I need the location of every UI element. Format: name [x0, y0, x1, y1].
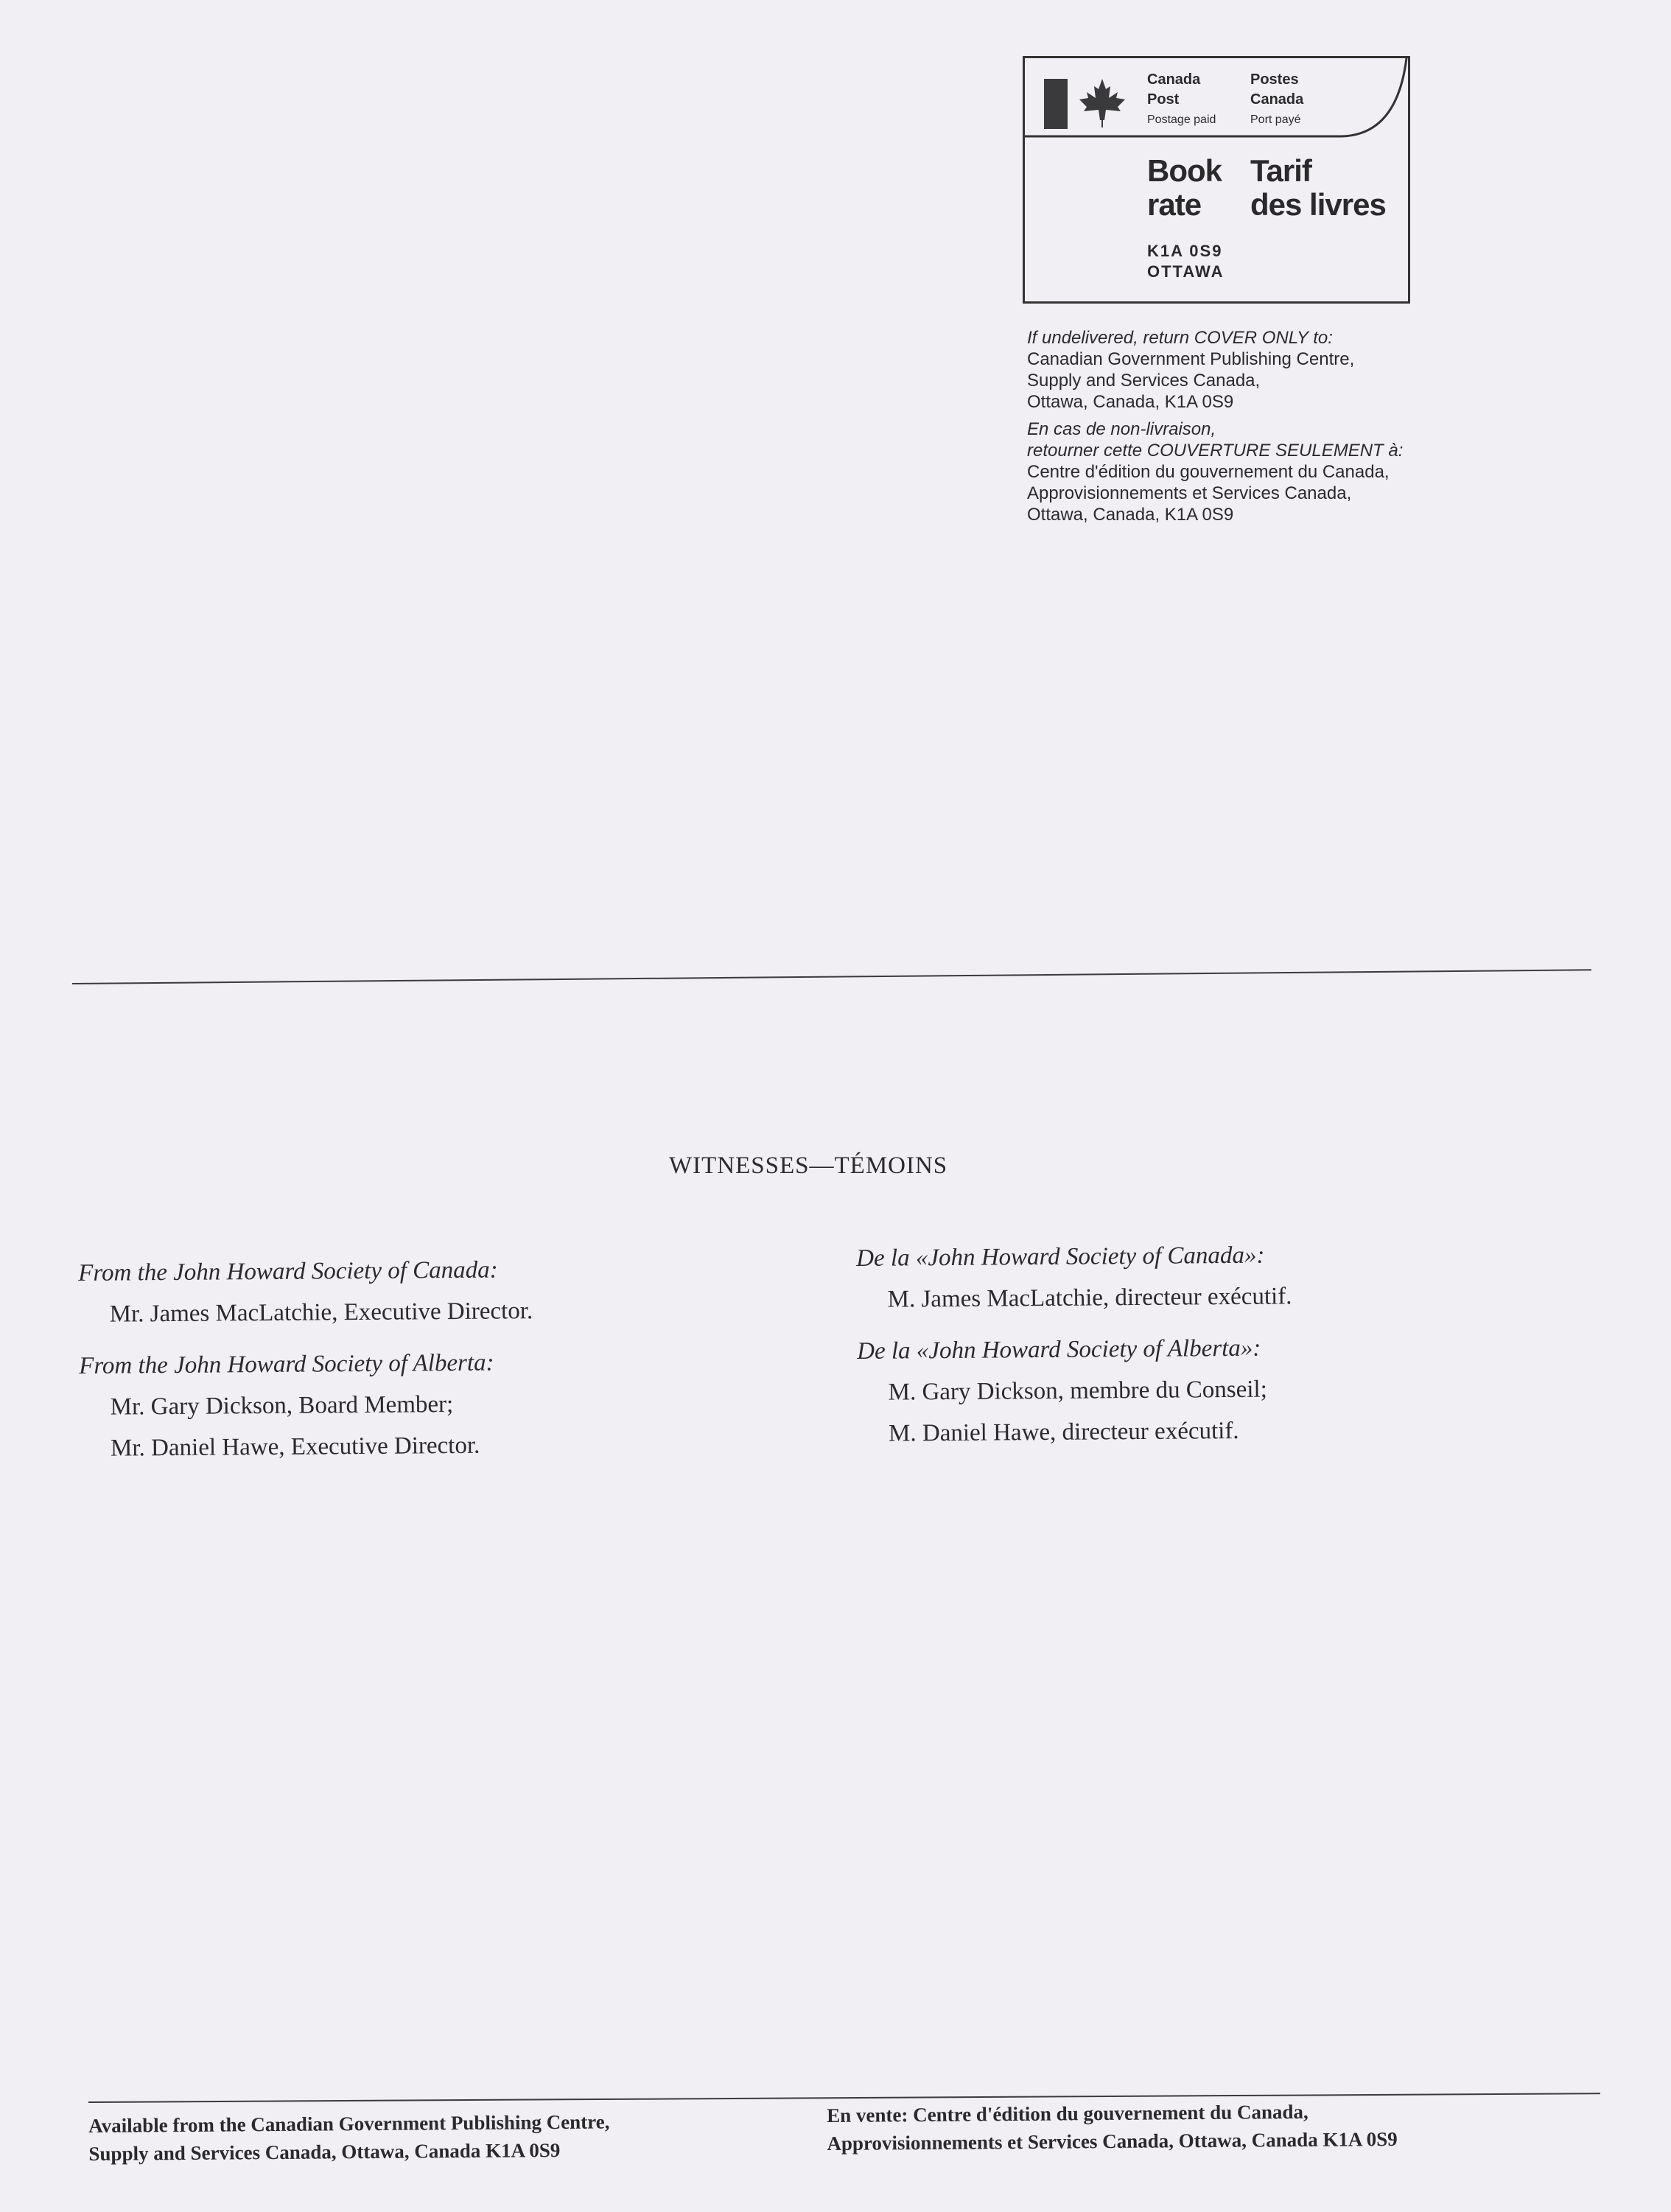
postal-code-line2: OTTAWA: [1147, 262, 1225, 281]
return-address: [1027, 327, 1543, 525]
witnesses-english-column: [78, 1249, 534, 1469]
tarif-label: [1250, 154, 1386, 222]
book-rate-line1: Book: [1147, 153, 1222, 188]
postage-english-label: [1147, 70, 1216, 130]
return-fr-intro1: En cas de non-livraison,: [1027, 419, 1216, 439]
return-en-line3: Ottawa, Canada, K1A 0S9: [1027, 392, 1234, 412]
witness-org-canada-fr: De la «John Howard Society of Canada»:: [856, 1242, 1265, 1272]
postage-en-line2: Post: [1147, 91, 1180, 108]
witness-org-alberta-fr: De la «John Howard Society of Alberta»:: [857, 1334, 1261, 1365]
witness-org-canada-en: From the John Howard Society of Canada:: [78, 1256, 498, 1287]
section-divider: [72, 969, 1591, 984]
tarif-line2: des livres: [1250, 187, 1386, 222]
footer-fr-line2: Approvisionnements et Services Canada, Ottawa, Canada K1A 0S9: [827, 2127, 1398, 2155]
postal-code-line1: K1A 0S9: [1147, 242, 1223, 260]
witnesses-heading: WITNESSES—TÉMOINS: [669, 1152, 948, 1179]
postage-fr-line3: Port payé: [1250, 113, 1301, 126]
footer-en-line2: Supply and Services Canada, Ottawa, Canada K1A 0S9: [88, 2138, 561, 2165]
postal-code: [1147, 241, 1224, 282]
witness-person: M. Gary Dickson, membre du Conseil;: [888, 1376, 1267, 1406]
book-rate-label: [1147, 154, 1222, 222]
witness-person: Mr. Daniel Hawe, Executive Director.: [110, 1432, 480, 1462]
postage-french-label: [1250, 70, 1303, 130]
footer-en-line1: Available from the Canadian Government Publishing Centre,: [88, 2110, 610, 2137]
return-en-line1: Canadian Government Publishing Centre,: [1027, 349, 1355, 369]
footer-fr-line1: En vente: Centre d'édition du gouvernement du Canada,: [827, 2100, 1309, 2127]
maple-leaf-icon: [1078, 77, 1127, 129]
footer-availability-en: [88, 2107, 610, 2168]
return-fr-line3: Ottawa, Canada, K1A 0S9: [1027, 505, 1234, 525]
postage-en-line3: Postage paid: [1147, 113, 1216, 126]
witness-person: M. James MacLatchie, directeur exécutif.: [887, 1283, 1292, 1313]
return-fr-line1: Centre d'édition du gouvernement du Canada,: [1027, 462, 1390, 482]
postage-fr-line2: Canada: [1250, 91, 1304, 108]
return-en-intro: If undelivered, return COVER ONLY to:: [1027, 328, 1333, 348]
witness-person: M. Daniel Hawe, directeur exécutif.: [888, 1417, 1239, 1447]
book-rate-line2: rate: [1147, 187, 1202, 222]
footer-availability-fr: [827, 2097, 1398, 2157]
return-en-line2: Supply and Services Canada,: [1027, 371, 1261, 391]
witness-person: Mr. Gary Dickson, Board Member;: [110, 1391, 454, 1421]
postage-indicia: [1023, 56, 1410, 304]
witness-person: Mr. James MacLatchie, Executive Director.: [109, 1298, 533, 1328]
return-fr-line2: Approvisionnements et Services Canada,: [1027, 483, 1352, 503]
canada-flag-bar-icon: [1044, 79, 1068, 129]
witness-org-alberta-en: From the John Howard Society of Alberta:: [79, 1349, 494, 1379]
witnesses-french-column: [856, 1234, 1293, 1455]
postage-header: [1025, 58, 1408, 139]
postage-en-line1: Canada: [1147, 71, 1201, 88]
tarif-line1: Tarif: [1250, 153, 1311, 188]
postage-fr-line1: Postes: [1250, 71, 1299, 88]
return-fr-intro2: retourner cette COUVERTURE SEULEMENT à:: [1027, 441, 1404, 461]
